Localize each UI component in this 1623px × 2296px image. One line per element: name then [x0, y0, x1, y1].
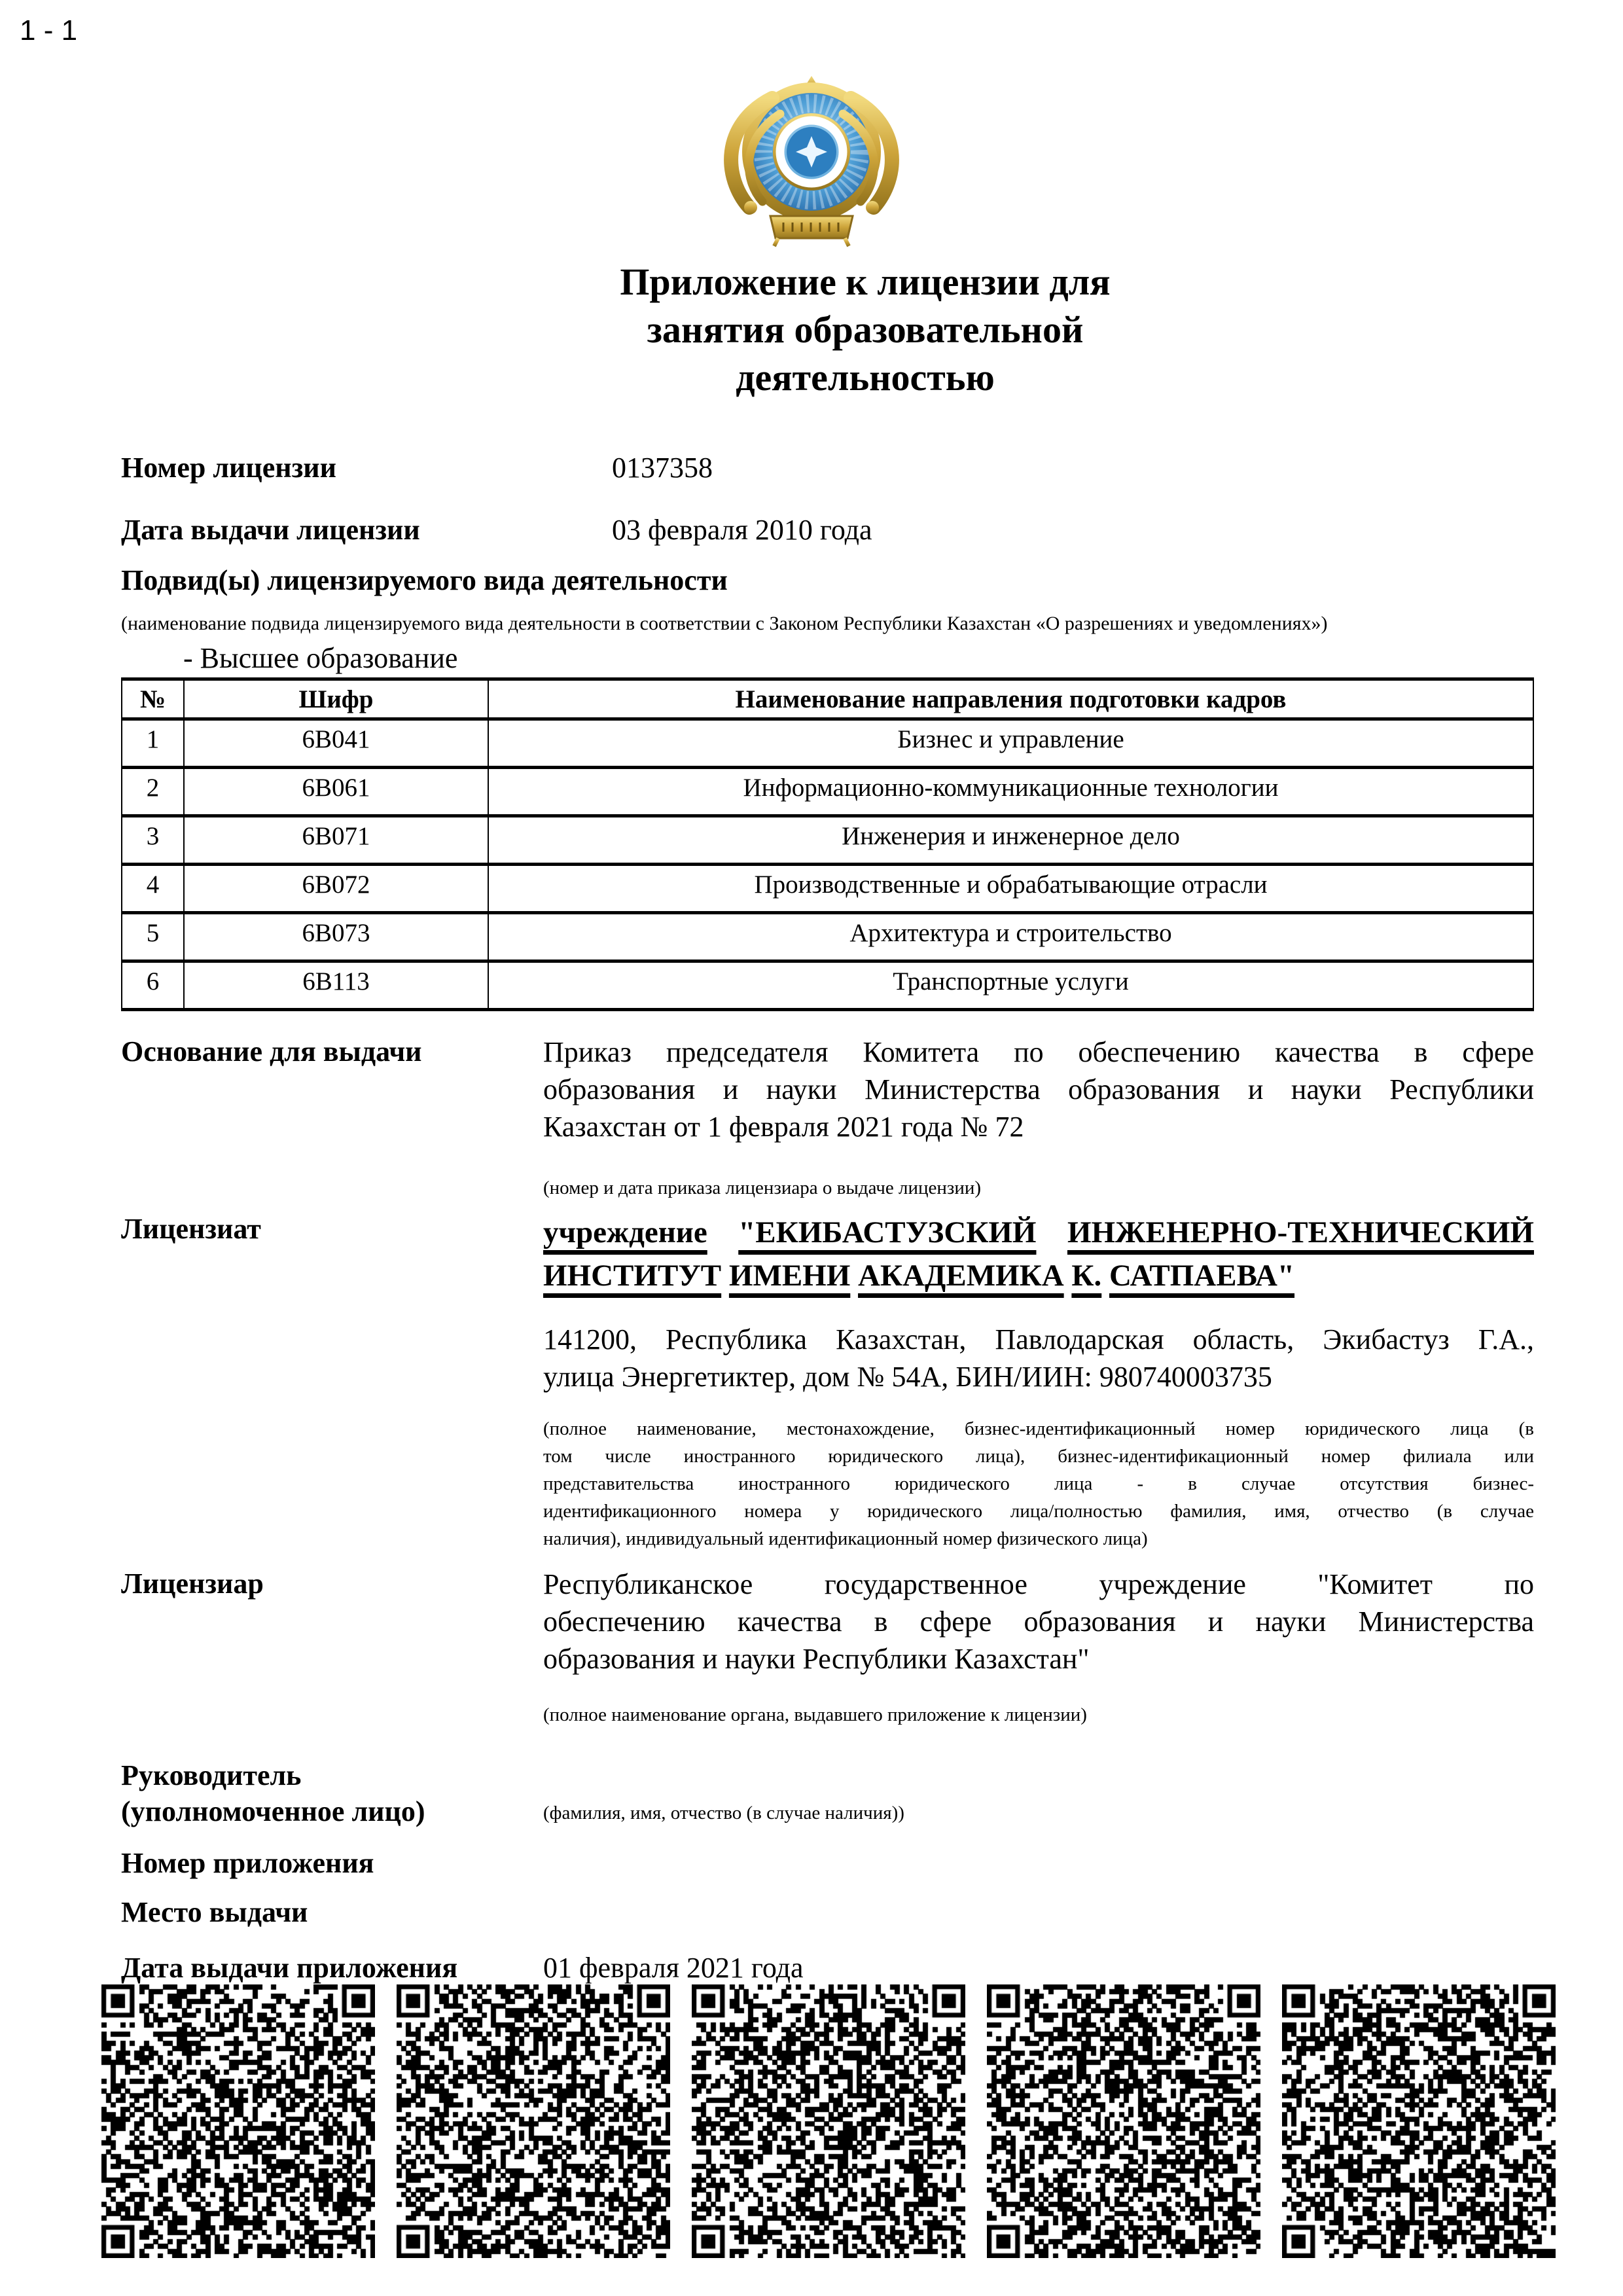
appendix-date-label: Дата выдачи приложения — [121, 1952, 458, 1984]
row-number: 4 — [122, 865, 184, 913]
table-row — [122, 961, 1533, 1010]
head-section — [121, 1757, 1534, 1829]
appendix-date-row — [121, 1951, 1534, 1984]
page-number: 1 - 1 — [20, 14, 78, 46]
licensor-section — [121, 1566, 1534, 1729]
row-name: Информационно-коммуникационные технологии — [488, 768, 1533, 816]
licensee-label: Лицензиат — [121, 1213, 261, 1245]
emblem-container — [710, 73, 913, 247]
qr-code — [692, 1984, 965, 2258]
row-number: 3 — [122, 816, 184, 865]
subtype-note: (наименование подвида лицензируемого вида деятельности в соответствии с Законом Республики Казахстан «О разрешениях и уведомлениях») — [121, 613, 1328, 634]
licensor-value — [543, 1566, 1534, 1729]
row-number: 1 — [122, 719, 184, 768]
row-name: Бизнес и управление — [488, 719, 1533, 768]
basis-text: Приказ председателя Комитета по обеспечению качества в сфере образования и науки Министерства образования и науки Республики Казахстан от 1 февраля 2021 года № 72 — [543, 1036, 1534, 1143]
table-row — [122, 816, 1533, 865]
qr-row — [101, 1984, 1556, 2258]
table-row — [122, 865, 1533, 913]
directions-table-body — [122, 719, 1533, 1010]
kazakhstan-coat-of-arms-icon — [710, 73, 913, 247]
subtype-label: Подвид(ы) лицензируемого вида деятельности — [121, 564, 728, 596]
license-number-label: Номер лицензии — [121, 452, 337, 484]
row-name: Архитектура и строительство — [488, 913, 1533, 961]
table-row — [122, 719, 1533, 768]
basis-value — [543, 1033, 1534, 1202]
qr-code — [987, 1984, 1260, 2258]
license-date-label: Дата выдачи лицензии — [121, 514, 420, 546]
row-code: 6B061 — [184, 768, 488, 816]
basis-section — [121, 1033, 1534, 1202]
row-number: 2 — [122, 768, 184, 816]
license-date-value: 03 февраля 2010 года — [612, 514, 872, 546]
licensor-text: Республиканское государственное учреждение "Комитет по обеспечению качества в сфере образования и науки Министерства образования и науки Республики Казахстан" — [543, 1568, 1534, 1675]
license-date-row — [121, 513, 1534, 547]
document-title: Приложение к лицензии для занятия образовательной деятельностью — [620, 260, 1111, 399]
row-name: Инженерия и инженерное дело — [488, 816, 1533, 865]
row-name: Транспортные услуги — [488, 961, 1533, 1010]
document-content — [121, 0, 1534, 1984]
licensor-label: Лицензиар — [121, 1568, 264, 1600]
subtype-value: - Высшее образование — [183, 642, 458, 674]
head-note: (фамилия, имя, отчество (в случае наличия)) — [543, 1803, 904, 1823]
qr-code — [1282, 1984, 1556, 2258]
col-name-header: Наименование направления подготовки кадров — [488, 679, 1533, 719]
col-number-header: № — [122, 679, 184, 719]
row-code: 6B072 — [184, 865, 488, 913]
issue-place-label: Место выдачи — [121, 1896, 308, 1928]
table-row — [122, 768, 1533, 816]
table-row — [122, 913, 1533, 961]
row-name: Производственные и обрабатывающие отрасли — [488, 865, 1533, 913]
licensee-address: 141200, Республика Казахстан, Павлодарская область, Экибастуз Г.А., улица Энергетиктер, дом № 54А, БИН/ИИН: 980740003735 — [543, 1323, 1534, 1393]
directions-table — [121, 677, 1534, 1011]
basis-label: Основание для выдачи — [121, 1035, 422, 1067]
appendix-date-value: 01 февраля 2021 года — [543, 1952, 804, 1984]
table-header-row — [122, 679, 1533, 719]
licensee-name: учреждение "ЕКИБАСТУЗСКИЙ ИНЖЕНЕРНО-ТЕХНИЧЕСКИЙ ИНСТИТУТ ИМЕНИ АКАДЕМИКА К. САТПАЕВА" — [543, 1215, 1534, 1293]
col-code-header: Шифр — [184, 679, 488, 719]
licensor-note: (полное наименование органа, выдавшего приложение к лицензии) — [543, 1704, 1087, 1725]
basis-note: (номер и дата приказа лицензиара о выдаче лицензии) — [543, 1177, 982, 1198]
row-code: 6B073 — [184, 913, 488, 961]
appendix-number-label: Номер приложения — [121, 1847, 374, 1879]
row-code: 6B041 — [184, 719, 488, 768]
row-number: 5 — [122, 913, 184, 961]
licensee-note: (полное наименование, местонахождение, бизнес-идентификационный номер юридического лица (в том числе иностранного юридического лица), бизнес-идентификационный номер филиала или представительства иностранного юридического лица - в случае отсутствия бизнес- идентификационного номера у юридического лица/полностью фамилия, имя, отчество (в случае наличия), индивидуальный идентификационный номер физического лица) — [543, 1418, 1534, 1549]
licensee-section — [121, 1211, 1534, 1552]
head-label: Руководитель (уполномоченное лицо) — [121, 1759, 425, 1827]
license-number-row — [121, 451, 1534, 484]
qr-code — [101, 1984, 375, 2258]
row-code: 6B071 — [184, 816, 488, 865]
qr-code — [397, 1984, 670, 2258]
license-number-value: 0137358 — [612, 452, 713, 484]
licensee-value — [543, 1211, 1534, 1552]
row-code: 6B113 — [184, 961, 488, 1010]
row-number: 6 — [122, 961, 184, 1010]
